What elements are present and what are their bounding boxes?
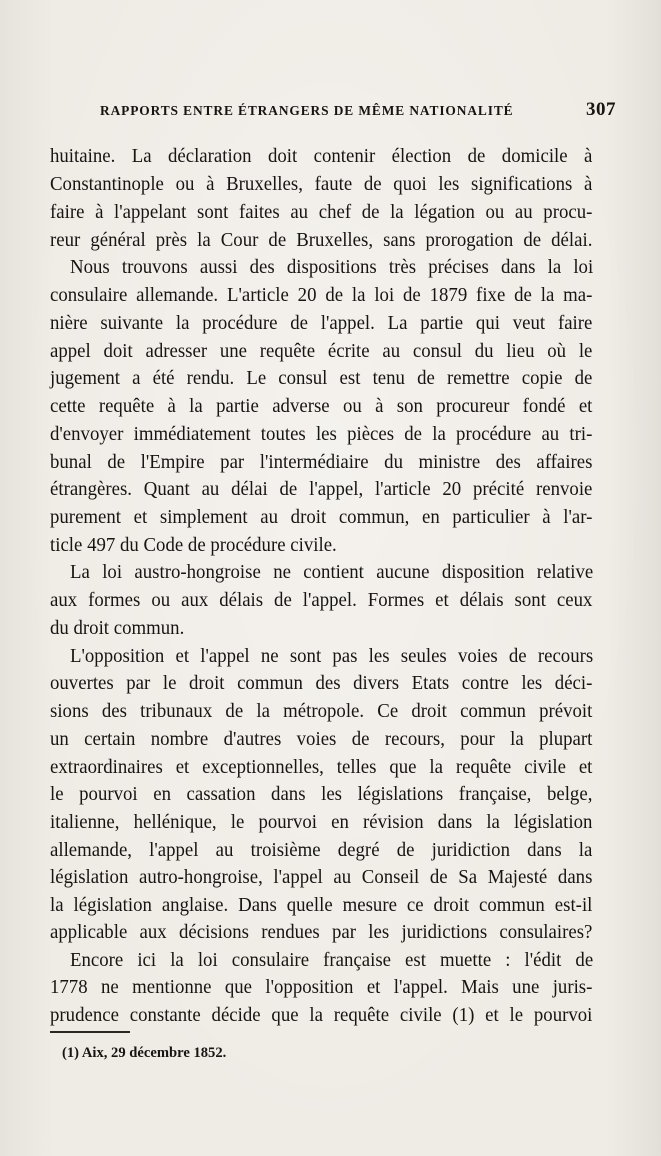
text-line: italienne, hellénique, le pourvoi en révision dans la législation (50, 812, 593, 833)
text-line: nière suivante la procédure de l'appel. La partie qui veut faire (50, 313, 593, 334)
text-line: 1778 ne mentionne que l'opposition et l'appel. Mais une juris- (50, 977, 593, 998)
text-line: aux formes ou aux délais de l'appel. Formes et délais sont ceux (50, 590, 593, 611)
text-line: la législation anglaise. Dans quelle mesure ce droit commun est-il (50, 895, 593, 916)
paragraph-first-line: L'opposition et l'appel ne sont pas les seules voies de recours (70, 646, 594, 667)
text-line: ouvertes par le droit commun des divers Etats contre les déci- (50, 673, 593, 694)
paragraph-last-line: du droit commun. (50, 618, 185, 639)
footnote: (1) Aix, 29 décembre 1852. (62, 1045, 227, 1061)
paragraph-first-line: Nous trouvons aussi des dispositions très précises dans la loi (70, 257, 594, 278)
text-line: purement et simplement au droit commun, en particulier à l'ar- (50, 507, 593, 528)
text-line: d'envoyer immédiatement toutes les pièces de la procédure au tri- (50, 424, 593, 445)
text-line: applicable aux décisions rendues par les juridictions consulaires? (50, 922, 593, 943)
paragraph-last-line: ticle 497 du Code de procédure civile. (50, 535, 337, 556)
text-line: Constantinople ou à Bruxelles, faute de quoi les significations à (50, 174, 593, 195)
text-line: cette requête à la partie adverse ou à son procureur fondé et (50, 396, 593, 417)
paragraph-first-line: Encore ici la loi consulaire française est muette : l'édit de (70, 950, 594, 971)
text-line: bunal de l'Empire par l'intermédiaire du ministre des affaires (50, 452, 593, 473)
text-line: extraordinaires et exceptionnelles, telles que la requête civile et (50, 757, 593, 778)
running-title: RAPPORTS ENTRE ÉTRANGERS DE MÊME NATIONALITÉ (100, 103, 514, 118)
text-line: reur général près la Cour de Bruxelles, sans prorogation de délai. (50, 230, 593, 251)
text-line: allemande, l'appel au troisième degré de juridiction dans la (50, 840, 593, 861)
text-line: consulaire allemande. L'article 20 de la loi de 1879 fixe de la ma- (50, 285, 593, 306)
text-line: un certain nombre d'autres voies de recours, pour la plupart (50, 729, 593, 750)
text-line: législation autro-hongroise, l'appel au Conseil de Sa Majesté dans (50, 867, 593, 888)
text-line: huitaine. La déclaration doit contenir élection de domicile à (50, 146, 593, 167)
text-line: sions des tribunaux de la métropole. Ce droit commun prévoit (50, 701, 593, 722)
text-line: étrangères. Quant au délai de l'appel, l'article 20 précité renvoie (50, 479, 593, 500)
text-line: prudence constante décide que la requête civile (1) et le pourvoi (50, 1005, 593, 1026)
text-line: faire à l'appelant sont faites au chef de la légation ou au procu- (50, 202, 593, 223)
text-line: le pourvoi en cassation dans les législations française, belge, (50, 784, 593, 805)
page-number: 307 (586, 99, 616, 120)
footnote-separator (50, 1031, 130, 1033)
text-line: jugement a été rendu. Le consul est tenu de remettre copie de (50, 368, 593, 389)
paragraph-first-line: La loi austro-hongroise ne contient aucune disposition relative (70, 562, 594, 583)
text-line: appel doit adresser une requête écrite au consul du lieu où le (50, 341, 593, 362)
